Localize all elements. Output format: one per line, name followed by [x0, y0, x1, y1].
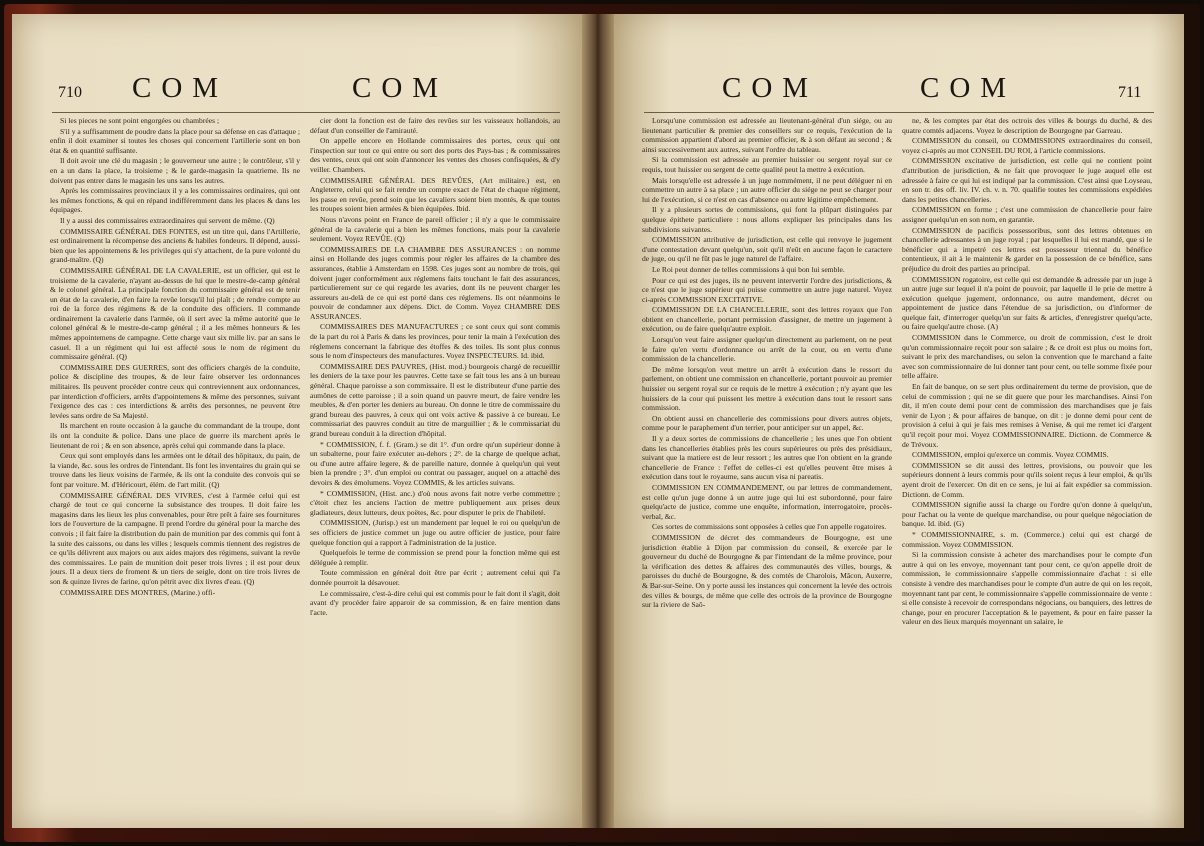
paragraph: Si les pieces ne sont point engorgées ou chambrées ;: [60, 116, 220, 125]
paragraph: Il y a aussi des commissaires extraordinaires qui servent de même. (Q): [60, 215, 275, 225]
paragraph: Mais lorsqu'elle est adressée à un juge nommément, il ne peut déléguer ni en commettre un autre à sa place ; un autre officier du siége ne peut se charger pour lui de l'exécution, si ce n'est en cas d'absence ou autre légitime empêchement.: [642, 175, 892, 204]
paragraph: COMMISSION de décret des commandeurs de Bourgogne, est une jurisdiction établie à Dijon par commission du conseil, & exercée par le gouverneur du duché de Bourgogne & par l'intendant de la même province, pour la vérification des dettes & affaires des communautés des villes, bourgs, & paroisses du duché de Bourgogne, & des comtés de Charolois, Mâcon, Auxerre, & Bar-sur-Seine. On y porte aussi les instances qui concernent la levée des octrois des villes & bourgs, de même que celle des octrois de la province de Bourgogne sur la riviere de Saô-: [642, 532, 892, 610]
running-head: COM: [132, 72, 229, 104]
paragraph: S'il y a suffisamment de poudre dans la place pour sa défense en cas d'attaque ; enfin il doit examiner si toutes les choses qui concernent l'artillerie sont en bon état & en quantité suffisante.: [50, 126, 300, 155]
paragraph: COMMISSAIRE DES MONTRES, (Marine.) offi-: [60, 587, 216, 597]
paragraph: Après les commissaires provinciaux il y a les commissaires ordinaires, qui ont les mêmes fonctions, & qui en répand indifféremment dans les places & dans les équipages.: [50, 186, 300, 215]
running-head: COM: [920, 72, 1017, 104]
paragraph: Si la commission consiste à acheter des marchandises pour le compte d'un autre à qui on les envoye, moyennant tant pour cent, ce qu'on appelle droit de commission, le commissionnaire s'appelle commissionnaire d'achat : si elle consiste à vendre des marchandises pour le compte d'un autre de qui on les reçoit, moyennant tant par cent, le commissionnaire s'appelle commissionnaire de vente : si elle consiste à recevoir de correspondans négocians, ou banquiers, des lettres de change, pour en procurer l'acceptation & le payement, & pour en faire passer la valeur en des lieux marqués moyennant un salaire, le: [902, 550, 1152, 627]
paragraph: COMMISSAIRE GÉNÉRAL DE LA CAVALERIE, est un officier, qui est le troisieme de la cavalerie, n'ayant au-dessus de lui que le mestre-de-camp général & le colonel général. La principale fonction du commissaire général est de tenir un état de la cavalerie, d'en faire la revûe lorsqu'il lui plaît ; de rendre compte au roi de la force des régimens & de la conduite des officiers. Il commande ordinairement la cavalerie dans l'armée, où il sert avec la même autorité que le colonel général & le mestre-de-camp général ; il a les mêmes honneurs & les mêmes appointemens de campagne. Cette charge vaut six mille liv. par an sans le casuel. Il a un régiment qui lui est affecté sous le nom de régiment du commissaire général. (Q): [50, 265, 300, 362]
paragraph: Il doit avoir une clé du magasin ; le gouverneur une autre ; le contrôleur, s'il y en a un dans la place, la troisieme ; & le garde-magasin la quatrieme. Ils ne doivent pas entrer dans le magasin les uns sans les autres.: [50, 156, 300, 185]
paragraph: COMMISSION signifie aussi la charge ou l'ordre qu'on donne à quelqu'un, pour l'achat ou la vente de quelque marchandise, ou pour quelque négociation de banque. Id. ibid. (G): [902, 500, 1152, 529]
book-gutter: [582, 14, 614, 828]
paragraph: En fait de banque, on se sert plus ordinairement du terme de provision, que de celui de commission ; qui ne se dit guere que pour les marchandises. Ainsi l'on dit, il m'en coute demi pour cent de commission des marchandises que je fais venir de Lyon ; & pour affaires de banque, on dit : je donne demi pour cent de provision à celui à qui je fais mes remises à Venise, & qui me remet ici d'argent qu'il reçoit pour moi. Voyez COMMISSIONNAIRE. Dictionn. de Commerce & de Trévoux.: [902, 382, 1152, 449]
paragraph: On obtient aussi en chancellerie des commissions pour divers autres objets, comme pour le paraphement d'un terrier, pour anticiper sur un appel, &c.: [642, 413, 892, 433]
running-head: COM: [722, 72, 819, 104]
paragraph: COMMISSION, (Jurisp.) est un mandement par lequel le roi ou quelqu'un de ses officiers de justice commet un juge ou autre officier de justice, pour faire quelque fonction qui a rapport à l'administration de la justice.: [310, 518, 560, 547]
paragraph: Quelquefois le terme de commission se prend pour la fonction même qui est déléguée à remplir.: [310, 548, 560, 567]
right-page: [614, 14, 1184, 828]
head-rule: [52, 112, 560, 113]
paragraph: Si la commission est adressée au premier huissier ou sergent royal sur ce requis, tout huissier ou sergent de cette qualité peut la mettre à exécution.: [642, 155, 892, 174]
paragraph: Lorsqu'une commission est adressée au lieutenant-général d'un siége, ou au lieutenant particulier & premier des conseillers sur ce requis, l'exécution de la commission appartient d'abord au premier officier, & à son défaut au second ; & ainsi successivement aux autres, suivant l'ordre du tableau.: [642, 116, 892, 154]
text-column: [642, 116, 892, 812]
paragraph: * COMMISSION, f. f. (Gram.) se dit 1°. d'un ordre qu'un supérieur donne à un subalterne, pour faire exécuter au-dehors ; 2°. de la charge de quelque achat, ou d'une autre affaire legere, & de pareille nature, donnée à quelqu'un qui veut bien la prendre ; 3°. d'un emploi ou contrat ou passager, auquel on a attaché des devoirs & des émolumens. Voyez COMMIS, & les articles suivans.: [310, 439, 560, 487]
page-number: 710: [58, 84, 82, 101]
paragraph: COMMISSAIRE GÉNÉRAL DES FONTES, est un titre qui, dans l'Artillerie, est ordinairement la récompense des anciens & habiles fondeurs. Il dépend, aussi-bien que les appointemens & les privileges qui s'y attachent, de la pure volonté du grand-maître. (Q): [50, 226, 300, 265]
paragraph: COMMISSION DE LA CHANCELLERIE, sont des lettres royaux que l'on obtient en chancellerie, portant permission d'assigner, de mettre un jugement à exécution, ou de faire quelqu'autre exploit.: [642, 305, 892, 334]
running-head: COM: [352, 72, 449, 104]
paragraph: COMMISSAIRE DES PAUVRES, (Hist. mod.) bourgeois chargé de recueillir les deniers de la taxe pour les pauvres. Cette taxe se fait tous les ans à un bureau général. Chaque paroisse a son commissaire. Il est le distributeur d'une partie des aumônes de cette paroisse ; il a soin quand un pauvre meurt, de faire vendre les meubles, & d'en porter les deniers au bureau. On donne le titre de commissaire du grand bureau des pauvres, à ceux qui ont voix active & passive à ce bureau. Le commissariat des pauvres conduit au titre de marguillier ; & le commissariat du grand bureau conduit à la direction d'hôpital.: [310, 361, 560, 438]
paragraph: Pour ce qui est des juges, ils ne peuvent intervertir l'ordre des jurisdictions, & ce n'est que le juge supérieur qui puisse commettre un autre juge naturel. Voyez ci-après COMMISSION EXCITATIVE.: [642, 275, 892, 304]
paragraph: * COMMISSION, (Hist. anc.) d'où nous avons fait notre verbe commettre ; c'étoit chez les anciens l'action de mettre publiquement aux prises deux gladiateurs, deux lutteurs, deux poëtes, &c. pour disputer le prix de l'habileté.: [310, 488, 560, 517]
paragraph: COMMISSION EN COMMANDEMENT, ou par lettres de commandement, est celle qu'un juge donne à un autre juge qui lui est subordonné, pour faire quelqu'acte de justice, comme une enquête, information, interrogatoire, procès-verbal, &c.: [642, 482, 892, 521]
paragraph: COMMISSION attributive de jurisdiction, est celle qui renvoye le jugement d'une contestation devant quelqu'un, soit qu'il n'eût en aucune façon le caractere de juge, ou qu'il ne fût pas le juge naturel de l'affaire.: [642, 235, 892, 264]
paragraph: Le Roi peut donner de telles commissions à qui bon lui semble.: [652, 264, 845, 274]
paragraph: COMMISSION de pacificis possessoribus, sont des lettres obtenues en chancellerie adressantes à un juge royal ; par lesquelles il lui est mandé, que si le bénéficier qui a impetré ces lettres est possesseur triennal du bénéfice contentieux, il ait à le maintenir & garder en la possession de ce bénéfice, sans préjudice du droit des parties au principal.: [902, 225, 1152, 273]
paragraph: ne, & les comptes par état des octrois des villes & bourgs du duché, & des quatre comtés adjacens. Voyez le description de Bourgogne par Garreau.: [902, 116, 1152, 135]
left-page: [12, 14, 582, 828]
text-column: [310, 116, 560, 812]
paragraph: COMMISSAIRE DES GUERRES, sont des officiers chargés de la conduite, police & discipline des troupes, & de leur faire observer les ordonnances militaires. Ils peuvent procéder contre ceux qui contreviennent aux ordonnances, par interdiction d'officiers, arrêts d'appointemens & même des personnes, suivant l'exigence des cas : ces interdictions & arrêts des personnes, ne peuvent être levées sans ordre de Sa Majesté.: [50, 362, 300, 420]
paragraph: Ceux qui sont employés dans les armées ont le détail des hôpitaux, du pain, de la viande, &c. sous les ordres de l'intendant. Ils font les inventaires du grain qui se trouve dans les lieux voisins de l'armée, & ils ont la conduite des convois qui se font par voiture. M. d'Héricourt, élém. de l'art milit. (Q): [50, 451, 300, 489]
paragraph: COMMISSION excitative de jurisdiction, est celle qui ne contient point d'attribution de jurisdiction, & ne fait que provoquer le juge auquel elle est adressée à faire ce qui lui est indiqué par la commission. C'est ainsi que Loyseau, en son tr. des off. liv. IV. ch. v. n. 70. qualifie toutes les commissions expédiées dans les petites chancelleries.: [902, 156, 1152, 204]
paragraph: COMMISSION dans le Commerce, ou droit de commission, c'est le droit qu'un commissionnaire reçoit pour son salaire ; & ce droit est plus ou moins fort, suivant le prix des marchandises, ou selon la convention que le marchand a faite avec son commissionnaire de lui donner tant pour cent, ou telle somme fixée pour telle affaire.: [902, 333, 1152, 381]
text-column: [50, 116, 300, 812]
paragraph: Ils marchent en route occasion à la gauche du commandant de la troupe, dont ils ont la conduite & police. Dans une place de guerre ils marchent après le lieutenant de roi ; & en son absence, après celui qui commande dans la place.: [50, 421, 300, 450]
paragraph: Lorsqu'on veut faire assigner quelqu'un directement au parlement, on ne peut le faire qu'en vertu d'ordonnance ou arrêt de la cour, ou en vertu d'une commission de la chancellerie.: [642, 335, 892, 364]
paragraph: Il y a plusieurs sortes de commissions, qui font la plûpart distinguées par quelque épithete particuliere : nous allons expliquer les principales dans les subdivisions suivantes.: [642, 205, 892, 234]
paragraph: COMMISSION se dit aussi des lettres, provisions, ou pouvoir que les supérieurs donnent à leurs commis pour qu'ils soient reçus à leur emploi, & qu'ils ayent droit de l'exercer. On dit en ce sens, je lui ai fait expédier sa commission. Dictionn. de Comm.: [902, 460, 1152, 499]
text-column: [902, 116, 1152, 812]
paragraph: COMMISSION du conseil, ou COMMISSIONS extraordinaires du conseil, voyez ci-après au mot CONSEIL DU ROI, à l'article commissions.: [902, 136, 1152, 155]
paragraph: Il y a deux sortes de commissions de chancellerie ; les unes que l'on obtient dans les chancelleries établies près les cours supérieures ou près des présidiaux, suivant que la matiere est de leur ressort ; les autres que l'on obtient en la grande chancellerie de France : l'effet de celles-ci est qu'elles peuvent être mises à exécution dans tout le royaume, sans aucun visa ni pareatis.: [642, 434, 892, 482]
paragraph: De même lorsqu'on veut mettre un arrêt à exécution dans le ressort du parlement, on obtient une commission en chancellerie, portant pouvoir au premier huissier ou sergent royal sur ce requis de le mettre à exécution ; n'y ayant que les huissiers de la cour qui puissent les mettre à exécution dans tout le ressort sans commission.: [642, 364, 892, 413]
paragraph: Toute commission en général doit être par écrit ; autrement celui qui l'a donnée pourroit la désavouer.: [310, 568, 560, 587]
paragraph: COMMISSION rogatoire, est celle qui est demandée & adressée par un juge à un autre juge sur lequel il n'a point de pouvoir, par laquelle il le prie de mettre à exécution quelque jugement, ordonnance, ou autre mandement, décret ou appointement de justice dans l'étendue de sa jurisdiction, ou d'informer de quelque fait, d'interroger quelqu'un sur faits & articles, d'enregistrer quelqu'acte, ou faire quelqu'autre chose. (A): [902, 274, 1152, 332]
paragraph: cier dont la fonction est de faire des revûes sur les vaisseaux hollandois, au défaut d'un conseiller de l'amirauté.: [310, 116, 560, 135]
paragraph: Le commissaire, c'est-à-dire celui qui est commis pour le fait dont il s'agit, doit avant d'y procéder faire apparoir de sa commission, & en faire mention dans l'acte.: [310, 588, 560, 617]
paragraph: COMMISSION en forme ; c'est une commission de chancellerie pour faire assigner quelqu'un en son nom, en garantie.: [902, 205, 1152, 224]
paragraph: COMMISSION, emploi qu'exerce un commis. Voyez COMMIS.: [912, 450, 1109, 460]
paragraph: Ces sortes de commissions sont opposées à celles que l'on appelle rogatoires.: [652, 522, 887, 532]
paragraph: COMMISSAIRE GÉNÉRAL DES VIVRES, c'est à l'armée celui qui est chargé de tout ce qui concerne la subsistance des troupes. Il doit faire les magasins dans les lieux les plus convenables, pour être prêt à faire ses fournitures lors de l'ouverture de la campagne. Il prend l'ordre du général pour la marche des convois ; il fait faire la distribution du pain de munition par des commis qui font à la suite des caissons, ou dans les villes ; lesquels commis tiennent des registres de ce qu'ils délivrent aux majors ou aux aides majors des régimens, suivant la revûe des commissaires. Le pain de munition doit peser trois livres ; il est pour deux jours. Il a deux tiers de froment & un tiers de seigle, dont on tire trois livres de son & quinze livres de farine, qu'on pétrit avec dix livres d'eau. (Q): [50, 490, 300, 586]
paragraph: * COMMISSIONNAIRE, s. m. (Commerce.) celui qui est chargé de commission. Voyez COMMISSION.: [902, 529, 1152, 549]
paragraph: Nous n'avons point en France de pareil officier ; il n'y a que le commissaire général de la cavalerie qui a bien les mêmes fonctions, mais pour la cavalerie seulement. Voyez REVÛE. (Q): [310, 214, 560, 244]
paragraph: COMMISSAIRES DE LA CHAMBRE DES ASSURANCES : on nomme ainsi en Hollande des juges commis pour régler les affaires de la chambre des assurances, établie à Amsterdam en 1598. Ces juges sont au nombre de trois, qui doivent juger conformément aux réglemens faits touchant le fait des assurances, particulierement sur ce qui regarde les avaries, dont ils ne peuvent charger les assureurs au-delà de ce qui est porté dans ces réglemens. Ils ont néanmoins le pouvoir de condamner aux dépens. Dict. de Comm. Voyez CHAMBRE DES ASSURANCES.: [310, 244, 560, 321]
paragraph: COMMISSAIRE GÉNÉRAL DES REVÛES, (Art militaire.) est, en Angleterre, celui qui se fait rendre un compte exact de l'état de chaque régiment, les passe en revûe, prend soin que les cavaliers soient bien montés, & que toutes les troupes soient bien armées & bien équipées. Ibid.: [310, 175, 560, 214]
page-number: 711: [1118, 84, 1142, 101]
paragraph: On appelle encore en Hollande commissaires des portes, ceux qui ont l'inspection sur tout ce qui entre ou sort des ports des Pays-bas ; & commissaires des ventes, ceux qui ont soin d'annoncer les ventes des choses confisquées, & d'y veiller. Chambers.: [310, 136, 560, 174]
head-rule: [644, 112, 1154, 113]
paragraph: COMMISSAIRES DES MANUFACTURES ; ce sont ceux qui sont commis de la part du roi à Paris & dans les provinces, pour tenir la main à l'exécution des réglemens concernant la fabrique des étoffes & des toiles. Ils sont plus connus sous le nom d'inspecteurs des manufactures. Voyez INSPECTEURS. Id. ibid.: [310, 322, 560, 361]
